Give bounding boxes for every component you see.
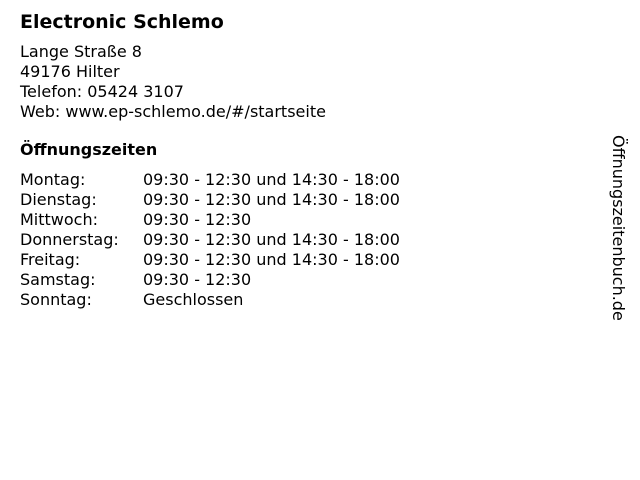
- website: Web: www.ep-schlemo.de/#/startseite: [20, 102, 326, 121]
- day-label: Mittwoch:: [20, 210, 98, 229]
- time-value: Geschlossen: [143, 290, 244, 309]
- hours-row: [20, 270, 600, 290]
- hours-row: [20, 190, 600, 210]
- business-name: Electronic Schlemo: [20, 11, 224, 33]
- hours-row: [20, 290, 600, 310]
- brand-watermark: Öffnungszeitenbuch.de: [609, 135, 628, 321]
- day-label: Sonntag:: [20, 290, 92, 309]
- day-label: Freitag:: [20, 250, 81, 269]
- time-value: 09:30 - 12:30 und 14:30 - 18:00: [143, 190, 400, 209]
- opening-hours-heading: Öffnungszeiten: [20, 140, 158, 159]
- time-value: 09:30 - 12:30 und 14:30 - 18:00: [143, 170, 400, 189]
- street-address: Lange Straße 8: [20, 42, 142, 61]
- postal-city: 49176 Hilter: [20, 62, 120, 81]
- day-label: Samstag:: [20, 270, 96, 289]
- time-value: 09:30 - 12:30: [143, 210, 252, 229]
- hours-row: [20, 170, 600, 190]
- time-value: 09:30 - 12:30 und 14:30 - 18:00: [143, 230, 400, 249]
- day-label: Montag:: [20, 170, 86, 189]
- hours-row: [20, 250, 600, 270]
- hours-row: [20, 210, 600, 230]
- time-value: 09:30 - 12:30 und 14:30 - 18:00: [143, 250, 400, 269]
- hours-row: [20, 230, 600, 250]
- day-label: Donnerstag:: [20, 230, 119, 249]
- phone-number: Telefon: 05424 3107: [20, 82, 184, 101]
- opening-hours-table: [20, 170, 600, 310]
- day-label: Dienstag:: [20, 190, 97, 209]
- business-card: [20, 10, 600, 310]
- time-value: 09:30 - 12:30: [143, 270, 252, 289]
